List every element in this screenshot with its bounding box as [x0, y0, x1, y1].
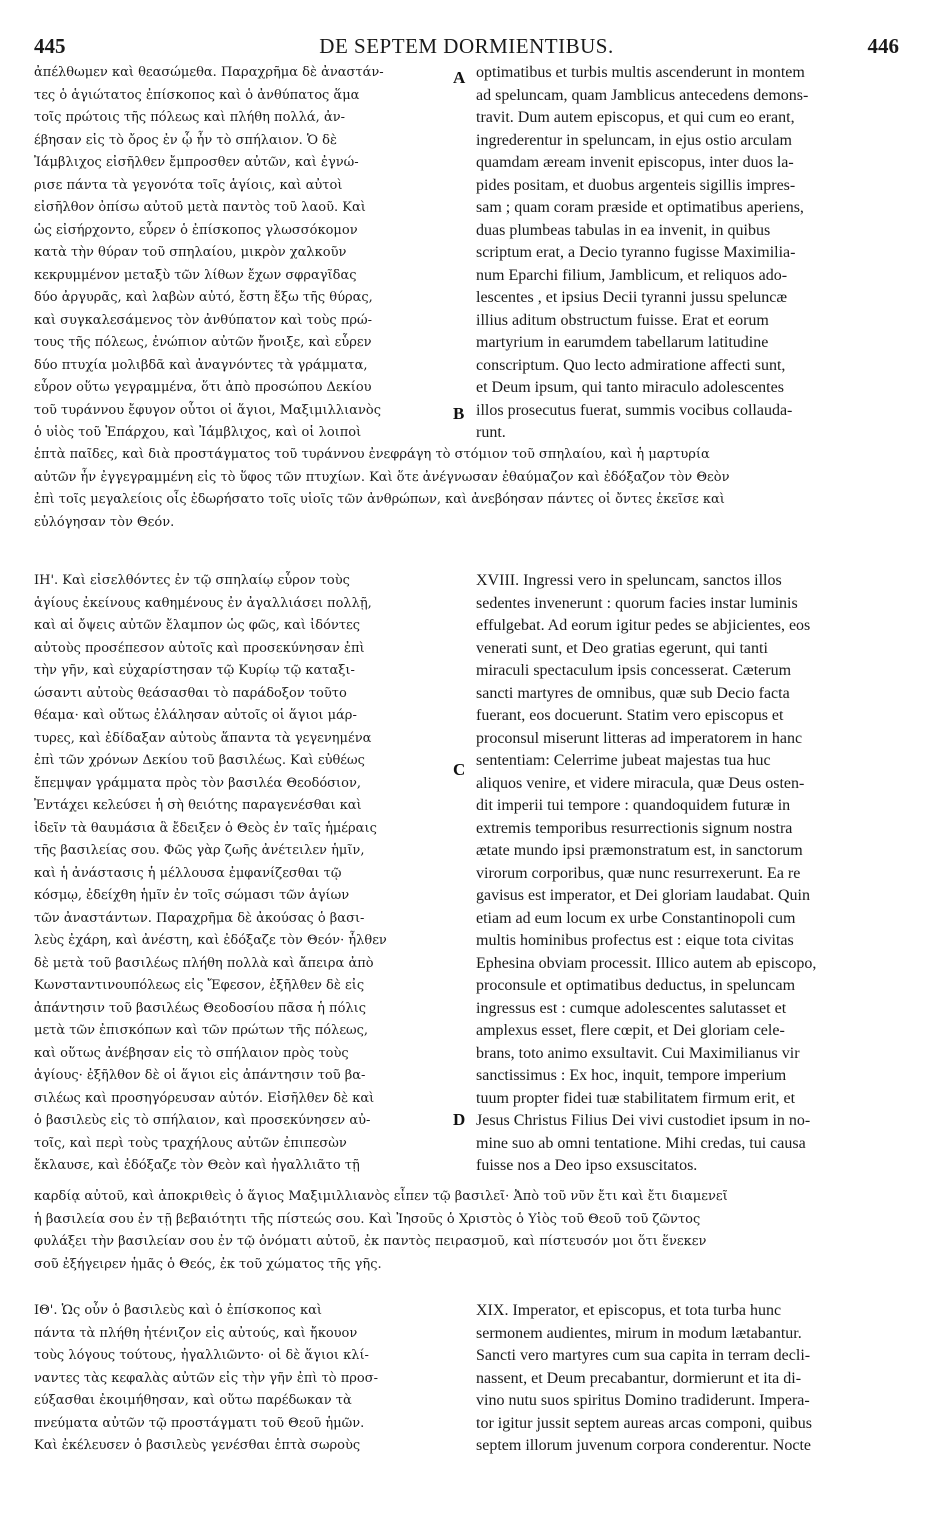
greek-text-line: έβησαν εἰς τὸ ὄρος ἐν ᾧ ἦν τὸ σπήλαιον. Ὁ δὲ [34, 132, 337, 148]
latin-text-line: scriptum erat, a Decio tyranno fugisse Maximilia- [476, 244, 796, 261]
latin-text-line: proconsule et optimatibus deductus, in speluncam [476, 977, 796, 994]
block1-greek-column [34, 62, 465, 445]
greek-text-line: ναντες τὰς κεφαλὰς αὐτῶν εἰς τὴν γῆν ἐπὶ τὸ προσ- [34, 1370, 379, 1386]
greek-text-line: κεκρυμμένον μεταξὺ τῶν λίθων ἔχων σφραγῖδας [34, 267, 357, 283]
greek-text-line: ἰδεῖν τὰ θαυμάσια ἃ ἔδειξεν ὁ Θεὸς ἐν ταῖς ἡμέραις [34, 820, 377, 836]
greek-text-line: καὶ συγκαλεσάμενος τὸν ἀνθύπατον καὶ τοὺς πρώ- [34, 312, 373, 328]
greek-text-line: ἔπεμψαν γράμματα πρὸς τὸν βασιλέα Θεοδόσιον, [34, 775, 362, 791]
latin-text-line: travit. Dum autem episcopus, et qui cum eo erant, [476, 109, 795, 126]
margin-marker-b: B [453, 404, 465, 423]
greek-text-line: ἡ βασιλεία σου ἐν τῇ βεβαιότητι τῆς πίστεώς σου. Καὶ Ἰησοῦς ὁ Χριστὸς ὁ Υἱὸς τοῦ Θεοῦ τοῦ ζῶντος [34, 1211, 701, 1227]
margin-marker-d: D [453, 1110, 466, 1129]
greek-text-line: ΙΘ'. Ὡς οὖν ὁ βασιλεὺς καὶ ὁ ἐπίσκοπος καὶ [34, 1303, 322, 1318]
greek-text-line: κατὰ τὴν θύραν τοῦ σπηλαίου, μικρὸν χαλκοῦν [34, 245, 347, 260]
greek-text-line: ρισε πάντα τὰ γεγονότα τοῖς ἁγίοις, καὶ αὐτοὶ [34, 177, 343, 193]
latin-text-line: septem illorum juvenum corpora conderentur. Nocte [476, 1437, 812, 1454]
latin-text-line: multis hominibus profectus est : eique tota civitas [476, 932, 794, 949]
block2-greek-column [34, 570, 462, 1178]
latin-text-line: brans, toto animo exsultavit. Cui Maximilianus vir [476, 1044, 800, 1062]
greek-text-line: αὐτῶν ἦν ἐγγεγραμμένη εἰς τὸ ὕφος τῶν πτυχίων. Καὶ ὅτε ἀνέγνωσαν ἐθαύμαζον καὶ ἐδόξαζον τὸν Θεὸν [34, 469, 730, 485]
greek-text-line: τοῖς πρώτοις τῆς πόλεως καὶ πλήθη πολλά, ἀν- [34, 110, 346, 125]
latin-text-line: venerati sunt, et Deo gratias egerunt, qui tanti [476, 639, 768, 657]
greek-text-line: θέαμα· καὶ οὕτως ἐλάλησαν αὐτοῖς οἱ ἅγιοι μάρ- [34, 708, 357, 723]
latin-text-line: lescentes , et ipsius Decii tyranni jussu speluncæ [476, 289, 788, 306]
latin-text-line: proconsul miserunt litteras ad imperatorem in hanc [476, 729, 803, 747]
latin-text-line: virorum corporibus, quæ nunc resurrexerunt. Ea re [476, 864, 801, 882]
latin-text-line: quamdam æream invenit episcopus, inter duos la- [476, 154, 794, 171]
latin-text-line: martyrium in earumdem tabellarum latitudine [476, 334, 769, 351]
greek-text-line: ἀπέλθωμεν καὶ θεασώμεθα. Παραχρῆμα δὲ ἀναστάν- [34, 65, 384, 80]
greek-text-line: καὶ ἡ ἀνάστασις ἡ μέλλουσα ἐμφανίζεσθαι τῷ [34, 865, 342, 881]
latin-text-line: ad speluncam, quam Jamblicus antecedens demons- [476, 86, 809, 104]
greek-text-line: καὶ οὕτως ἀνέβησαν εἰς τὸ σπήλαιον πρὸς τοὺς [34, 1045, 349, 1061]
latin-text-line: tor igitur jussit septem aureas arcas componi, quibus [476, 1414, 812, 1432]
greek-text-line: καρδίᾳ αὐτοῦ, καὶ ἀποκριθεὶς ὁ ἅγιος Μαξιμιλλιανὸς εἶπεν τῷ βασιλεῖ· Ἀπὸ τοῦ νῦν ἔτι καὶ ἔτι διαμενεῖ [34, 1189, 728, 1204]
latin-text-line: XVIII. Ingressi vero in speluncam, sanctos illos [476, 572, 782, 589]
latin-text-line: Sancti vero martyres cum sua capita in terram decli- [476, 1347, 811, 1364]
greek-text-line: Καὶ ἐκέλευσεν ὁ βασιλεὺς γενέσθαι ἑπτὰ σωροὺς [34, 1438, 361, 1453]
latin-text-line: mine suo ab omni tentatione. Mihi credas, tui causa [476, 1134, 806, 1152]
greek-text-line: δύο ἀργυρᾶς, καὶ λαβὼν αὐτό, ἔστη ἔξω τῆς θύρας, [34, 290, 373, 305]
latin-text-line: ingressus est : cumque adolescentes salutasset et [476, 999, 787, 1017]
latin-text-line: illius aditum obstructum fuisse. Erat et eorum [476, 311, 769, 329]
greek-text-line: εὐλόγησαν τὸν Θεόν. [34, 514, 175, 530]
full-width-greek-1 [34, 444, 896, 534]
greek-text-line: εὗρον οὕτω γεγραμμένα, ὅτι ἀπὸ προσώπου Δεκίου [34, 380, 372, 395]
latin-text-line: ætate mundo ipsi præmonstratum est, in sanctorum [476, 842, 803, 859]
greek-text-line: ὁ υἱὸς τοῦ Ἐπάρχου, καὶ Ἰάμβλιχος, καὶ οἱ λοιποὶ [34, 425, 362, 440]
greek-text-line: ἔκλαυσε, καὶ ἐδόξαζε τὸν Θεὸν καὶ ἠγαλλιᾶτο τῇ [34, 1158, 360, 1173]
greek-text-line: σιλέως καὶ προσηγόρευσαν αὐτόν. Εἰσῆλθεν δὲ καὶ [34, 1090, 375, 1106]
greek-text-line: εἰσῆλθον ὀπίσω αὐτοῦ μετὰ παντὸς τοῦ λαοῦ. Καὶ [34, 200, 366, 215]
block3-greek-column [34, 1300, 462, 1458]
greek-text-line: τυρες, καὶ ἐδίδαξαν αὐτοὺς ἅπαντα τὰ γεγενημένα [34, 730, 372, 746]
latin-text-line: sententiam: Celerrime jubeat majestas tua huc [476, 752, 771, 769]
latin-text-line: runt. [476, 424, 506, 441]
greek-text-line: αὐτοὺς προσέπεσον αὐτοῖς καὶ προσεκύνησαν ἐπὶ [34, 640, 365, 656]
page-number-right: 446 [867, 34, 899, 58]
greek-text-line: ἑπτὰ παῖδες, καὶ διὰ προστάγματος τοῦ τυράννου ἐνεφράγη τὸ στόμιον τοῦ σπηλαίου, καὶ ἡ μαρτυρία [34, 447, 710, 462]
latin-text-line: sermonem audientes, mirum in modum lætabantur. [476, 1324, 802, 1342]
block2-latin-column [476, 570, 896, 1178]
running-title: DE SEPTEM DORMIENTIBUS. [319, 34, 614, 58]
latin-text-line: pides positam, et duobus argenteis sigillis impres- [476, 176, 796, 194]
greek-text-line: τῶν ἀναστάντων. Παραχρῆμα δὲ ἀκούσας ὁ βασι- [34, 910, 365, 926]
greek-text-line: τες ὁ ἁγιώτατος ἐπίσκοπος καὶ ὁ ἀνθύπατος ἅμα [34, 87, 360, 103]
latin-text-line: ingrederentur in speluncam, in ejus ostio arculam [476, 131, 792, 149]
latin-text-line: optimatibus et turbis multis ascenderunt in montem [476, 64, 805, 81]
greek-text-line: εύξασθαι ἐκοιμήθησαν, καὶ οὕτω παρέδωκαν τὰ [34, 1393, 352, 1408]
block1-latin-column [476, 62, 896, 445]
latin-text-line: tuum propter fidei tuæ stabilitatem firmum erit, et [476, 1089, 796, 1107]
greek-text-line: ἁγίους· ἐξῆλθον δὲ οἱ ἅγιοι εἰς ἀπάντησιν τοῦ βα- [34, 1068, 366, 1083]
latin-text-line: sancti martyres de omnibus, quæ sub Decio facta [476, 684, 790, 702]
latin-text-line: conscriptum. Quo lecto admiratione affecti sunt, [476, 356, 786, 374]
latin-text-line: sedentes invenerunt : quorum facies instar luminis [476, 594, 798, 612]
greek-text-line: φυλάξει τὴν βασιλείαν σου ἐν τῷ ὀνόματι αὐτοῦ, ἐκ παντὸς πειρασμοῦ, καὶ πίστευσόν μοι ὅτι ἕνεκεν [34, 1234, 707, 1249]
full-width-greek-2 [34, 1186, 896, 1276]
latin-text-line: et Deum ipsum, qui tanto miraculo adolescentes [476, 379, 784, 396]
greek-text-line: ὡς εἰσήρχοντο, εὗρεν ὁ ἐπίσκοπος γλωσσόκομον [34, 222, 358, 238]
latin-text-line: illos prosecutus fuerat, summis vocibus collauda- [476, 401, 793, 419]
greek-text-line: ὁ βασιλεὺς εἰς τὸ σπήλαιον, καὶ προσεκύνησεν αὐ- [34, 1113, 371, 1128]
latin-text-line: miraculi spectaculum ipsis concesserat. Cæterum [476, 662, 792, 679]
latin-text-line: gavisus est imperator, et Dei gloriam laudabat. Quin [476, 887, 810, 904]
latin-text-line: amplexus esset, flere cœpit, et Dei gloriam cele- [476, 1022, 785, 1039]
margin-marker-a: A [453, 68, 466, 87]
latin-text-line: vino nutu suos spiritus Domino tradiderunt. Impera- [476, 1392, 810, 1409]
latin-text-line: sanctissimus : Ex hoc, inquit, tempore imperium [476, 1067, 787, 1084]
greek-text-line: καὶ αἱ ὄψεις αὐτῶν ἔλαμπον ὡς φῶς, καὶ ἰδόντες [34, 618, 361, 633]
greek-text-line: κόσμῳ, ἐδείχθη ἡμῖν ἐν τοῖς σώμασι τῶν ἁγίων [34, 888, 350, 903]
page-number-left: 445 [34, 34, 66, 58]
greek-text-line: ἐπὶ τοῖς μεγαλείοις οἷς ἐδωρήσατο τοῖς υἱοῖς τῶν ἀνθρώπων, καὶ ἀνεβόησαν πάντες οἱ ὄντες ἐκεῖσε καὶ [34, 492, 725, 507]
greek-text-line: ώσαντι αὐτοὺς θεάσασθαι τὸ παράδοξον τοῦτο [34, 685, 347, 701]
running-head [34, 34, 899, 64]
greek-text-line: ἀπάντησιν τοῦ βασιλέως Θεοδοσίου πᾶσα ἡ πόλις [34, 1000, 367, 1016]
greek-text-line: ἐπὶ τῶν χρόνων Δεκίου τοῦ βασιλέως. Καὶ εὐθέως [34, 753, 365, 768]
latin-text-line: sam ; quam coram præside et optimatibus aperiens, [476, 199, 804, 216]
greek-text-line: λεὺς ἐχάρη, καὶ ἀνέστη, καὶ ἐδόξαζε τὸν Θεόν· ἦλθεν [34, 933, 387, 948]
block3-latin-column [476, 1300, 896, 1458]
latin-text-line: duas plumbeas tabulas in ea invenit, in quibus [476, 221, 771, 239]
greek-text-line: πνεύματα αὐτῶν τῷ προστάγματι τοῦ Θεοῦ ἡμῶν. [34, 1415, 365, 1431]
latin-text-line: fuerant, eos docuerunt. Statim vero episcopus et [476, 707, 784, 724]
greek-text-line: τοῖς, καὶ περὶ τοὺς τραχήλους αὐτῶν ἐπιπεσὼν [34, 1135, 347, 1151]
latin-text-line: fuisse nos a Deo ipso exsuscitatos. [476, 1157, 698, 1174]
greek-text-line: δὲ μετὰ τοῦ βασιλέως πλήθη πολλὰ καὶ ἄπειρα ἀπὸ [34, 955, 374, 971]
greek-text-line: Ἐντάχει κελεύσει ἡ σὴ θειότης παραγενέσθαι καὶ [34, 798, 362, 813]
greek-text-line: Κωνσταντινουπόλεως εἰς Ἔφεσον, ἐξῆλθεν δὲ εἰς [34, 978, 365, 993]
latin-text-line: extremis temporibus resurrectionis signum nostra [476, 819, 793, 837]
margin-marker-c: C [453, 760, 466, 779]
greek-text-line: σοῦ ἐξήγειρεν ἡμᾶς ὁ Θεός, ἐκ τοῦ χώματος τῆς γῆς. [34, 1256, 382, 1272]
greek-text-line: τοὺς λόγους τούτους, ἠγαλλιῶντο· οἱ δὲ ἅγιοι κλί- [34, 1348, 369, 1363]
greek-text-line: δύο πτυχία μολιβδᾶ καὶ ἀναγνόντες τὰ γράμματα, [34, 357, 368, 373]
greek-text-line: ἁγίους ἐκείνους καθημένους ἐν ἀγαλλιάσει πολλῇ, [34, 595, 372, 611]
greek-text-line: τὴν γῆν, καὶ εὐχαρίστησαν τῷ Κυρίῳ τῷ καταξι- [34, 663, 355, 678]
latin-text-line: Ephesina obviam processit. Illico autem ab episcopo, [476, 954, 817, 972]
latin-text-line: aliquos venire, et videre miracula, quæ Deus osten- [476, 774, 805, 792]
greek-text-line: μετὰ τῶν ἐπισκόπων καὶ τῶν πρώτων τῆς πόλεως, [34, 1023, 369, 1038]
latin-text-line: dit imperii tui tempore : quandoquidem futuræ in [476, 797, 791, 814]
greek-text-line: τοῦ τυράννου ἔφυγον οὗτοι οἱ ἅγιοι, Μαξιμιλλιανὸς [34, 402, 381, 418]
latin-text-line: nassent, et Deum precabantur, dormierunt et ita di- [476, 1369, 802, 1387]
latin-text-line: num Eparchi filium, Jamblicum, et reliquos ado- [476, 266, 788, 284]
latin-text-line: etiam ad eum locum ex urbe Constantinopoli cum [476, 909, 796, 927]
greek-text-line: τῆς βασιλείας σου. Φῶς γὰρ ζωῆς ἀνέτειλεν ἡμῖν, [34, 843, 365, 858]
latin-text-line: XIX. Imperator, et episcopus, et tota turba hunc [476, 1302, 782, 1319]
greek-text-line: τους τῆς πόλεως, ἐνώπιον αὐτῶν ἤνοιξε, καὶ εὗρεν [34, 335, 372, 350]
greek-text-line: πάντα τὰ πλήθη ἠτένιζον εἰς αὐτούς, καὶ ἤκουον [34, 1325, 358, 1341]
greek-text-line: ΙΗ'. Καὶ εἰσελθόντες ἐν τῷ σπηλαίῳ εὗρον τοὺς [34, 573, 350, 588]
latin-text-line: effulgebat. Ad eorum igitur pedes se abjicientes, eos [476, 617, 811, 634]
latin-text-line: Jesus Christus Filius Dei vivi custodiet ipsum in no- [476, 1112, 811, 1129]
greek-text-line: Ἰάμβλιχος εἰσῆλθεν ἔμπροσθεν αὐτῶν, καὶ ἐγνώ- [34, 155, 359, 170]
